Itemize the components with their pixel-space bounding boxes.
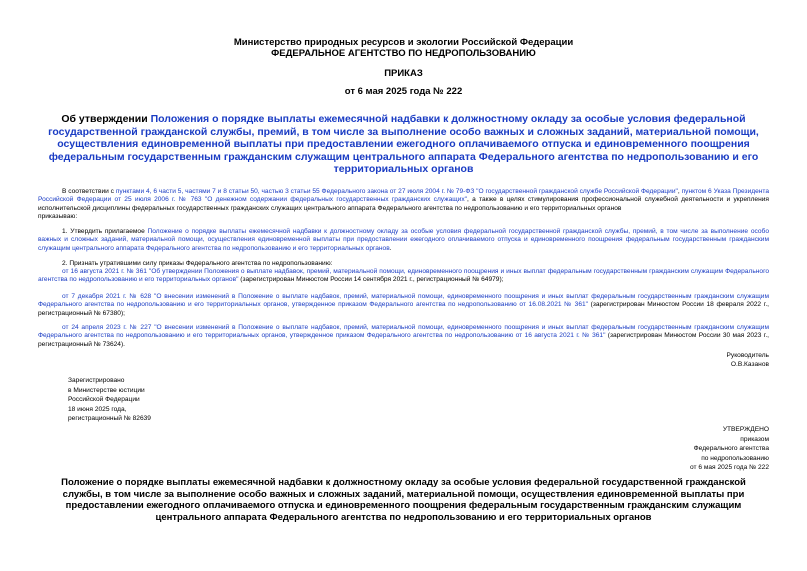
signatory-name: О.В.Казанов — [730, 361, 769, 369]
registration-block — [68, 376, 151, 424]
approval-line-4: по недропользованию — [701, 454, 769, 462]
subject-prefix: Об утверждении — [61, 113, 151, 125]
repealed-order-2-link[interactable]: от 7 декабря 2021 г. № 628 "О внесении изменений в Положение о выплате надбавок, премий, материальной помощи, единовременного поощрения и иных выплат федеральным государственным гражданским служащим Федерального агентства по недропользованию и его территориальных органов, утвержденное приказом Федерального агентства по недропользованию от 16.08.2021 № 361" — [38, 293, 769, 309]
agency-name: ФЕДЕРАЛЬНОЕ АГЕНТСТВО ПО НЕДРОПОЛЬЗОВАНИЮ — [271, 48, 536, 59]
registration-line-3: Российской Федерации — [68, 396, 140, 404]
repealed-order-1-link[interactable]: от 16 августа 2021 г. № 361 "Об утверждении Положения о выплате надбавок, премий, материальной помощи, единовременного поощрения и иных выплат федеральным государственным гражданским служащим Федерального агентства по недропользованию и его территориальных органов" — [38, 268, 769, 284]
subject-link[interactable]: Положения о порядке выплаты ежемесячной надбавки к должностному окладу за особые условия федеральной государственной гражданской службы, премий, в том числе за выполнение особо важных и сложных заданий, материальной помощи, осуществления единовременной выплаты при предоставлении ежегодного оплачиваемого отпуска и единовременного поощрения федеральным государственным гражданским служащим центрального аппарата Федерального агентства по недропользованию и его территориальных органов — [48, 113, 759, 175]
item-1-paragraph — [38, 228, 769, 253]
order-verb: приказываю: — [38, 213, 78, 221]
repealed-order-3-reg: (зарегистрирован Минюстом России 30 мая 2023 г., регистрационный № 73624). — [38, 332, 769, 348]
signature-block — [727, 351, 769, 369]
intro-text-2: , — [677, 188, 682, 195]
approval-line-3: Федерального агентства — [693, 445, 769, 452]
repealed-order-3 — [38, 324, 769, 349]
document-subject — [40, 113, 767, 176]
approval-line-2: приказом — [740, 435, 769, 443]
regulation-title: Положение о порядке выплаты ежемесячной надбавки к должностному окладу за особые условия федеральной государственной гражданской службы, в том числе за выполнение особо важных и сложных заданий, материальной помощи, осуществления единовременной выплаты при предоставлении ежегодного оплачиваемого отпуска и единовременного поощрения федеральным государственным гражданским служащим центрального аппарата Федерального агентства по недропользованию и его территориальных органов — [61, 477, 746, 523]
law-link[interactable]: пунктами 4, 6 части 5, частями 7 и 8 статьи 50, частью 3 статьи 55 Федерального закона от 27 июля 2004 г. № 79-ФЗ "О государственной гражданской службе Российской Федерации" — [115, 188, 678, 195]
repealed-order-2 — [38, 293, 769, 318]
document-header — [0, 37, 807, 59]
intro-text-1: В соответствии с — [62, 188, 116, 195]
intro-paragraph — [38, 188, 769, 222]
registration-line-1: Зарегистрировано — [68, 377, 125, 384]
repealed-order-1 — [38, 268, 769, 285]
item-1-end: . — [389, 244, 392, 252]
registration-line-5: регистрационный № 82639 — [68, 415, 151, 423]
decree-link[interactable]: пунктом 6 Указа Президента Российской Федерации от 25 июля 2006 г. № 763 "О денежном содержании федеральных государственных гражданских служащих" — [38, 188, 770, 204]
doc-type: ПРИКАЗ — [384, 68, 423, 79]
item-1-text: 1. Утвердить прилагаемое — [62, 228, 148, 235]
repealed-order-2-reg: (зарегистрирован Минюстом России 18 февраля 2022 г., регистрационный № 67380); — [38, 301, 769, 317]
signatory-title: Руководитель — [726, 352, 769, 359]
doc-date: от 6 мая 2025 года № 222 — [344, 86, 463, 97]
registration-line-4: 18 июня 2025 года, — [68, 405, 127, 413]
item-2-text: 2. Признать утратившими силу приказы Федерального агентства по недропользованию: — [62, 260, 333, 267]
approval-line-1: УТВЕРЖДЕНО — [722, 426, 769, 433]
regulation-link[interactable]: Положение о порядке выплаты ежемесячной надбавки к должностному окладу за особые условия федеральной государственной гражданской службы, премий, в том числе за выполнение особо важных и сложных заданий, материальной помощи, осуществления единовременной выплаты при предоставлении ежегодного оплачиваемого отпуска и единовременного поощрения федеральным государственным гражданским служащим центрального аппарата Федерального агентства по недропользованию и его территориальных органов — [38, 228, 770, 252]
registration-line-2: в Министерстве юстиции — [68, 386, 145, 394]
approval-line-5: от 6 мая 2025 года № 222 — [689, 464, 769, 471]
repealed-order-1-reg: (зарегистрирован Минюстом России 14 сентября 2021 г., регистрационный № 64979); — [238, 276, 504, 284]
approval-block — [690, 425, 769, 473]
repealed-order-3-link[interactable]: от 24 апреля 2023 г. № 227 "О внесении изменений в Положение о выплате надбавок, премий, материальной помощи, единовременного поощрения и иных выплат федеральным государственным гражданским служащим Федерального агентства по недропользованию и его территориальных органов, утвержденное приказом Федерального агентства по недропользованию от 16 августа 2021 г. № 361" — [38, 324, 769, 340]
ministry-name: Министерство природных ресурсов и экологии Российской Федерации — [233, 37, 574, 48]
intro-text-3: , а также в целях стимулирования профессиональной служебной деятельности и укрепления исполнительской дисциплины федеральных государственных гражданских служащих центрального аппарата Федерального агентства по недропользованию и его территориальных органов — [38, 196, 769, 212]
